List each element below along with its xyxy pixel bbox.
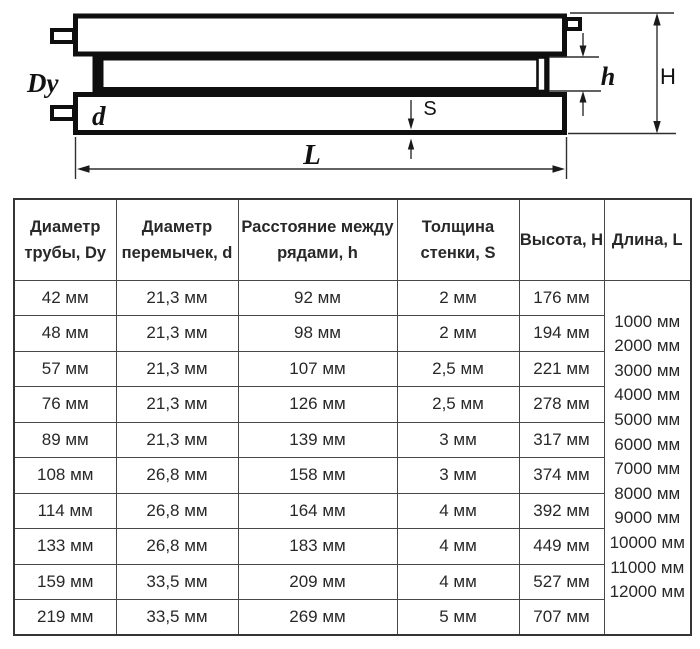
column-header [238, 199, 397, 280]
column-header-line: Диаметр [141, 217, 213, 236]
table-cell: 2 мм [397, 280, 519, 316]
column-header [14, 199, 116, 280]
L-arrow-right [553, 165, 566, 172]
table-cell: 26,8 мм [116, 529, 238, 565]
H-arrow-up [653, 13, 660, 26]
table-cell: 98 мм [238, 316, 397, 352]
table-row [14, 600, 691, 636]
table-cell: 76 мм [14, 387, 116, 423]
length-list-cell [604, 280, 691, 635]
table-row [14, 280, 691, 316]
column-header-line: Толщина [421, 217, 495, 236]
bottom-pipe [76, 95, 565, 133]
length-item: 10000 мм [609, 533, 685, 553]
length-item: 4000 мм [614, 385, 681, 405]
table-cell: 4 мм [397, 564, 519, 600]
table-cell: 57 мм [14, 351, 116, 387]
table-cell: 33,5 мм [116, 600, 238, 636]
column-header-line: Высота, H [519, 230, 604, 249]
table-cell: 2,5 мм [397, 351, 519, 387]
middle-pipe [101, 58, 547, 90]
table-cell: 21,3 мм [116, 387, 238, 423]
table-cell: 194 мм [519, 316, 604, 352]
table-row [14, 458, 691, 494]
table-cell: 5 мм [397, 600, 519, 636]
table-cell: 26,8 мм [116, 493, 238, 529]
table-cell: 209 мм [238, 564, 397, 600]
dimension-L [76, 137, 567, 179]
length-item: 5000 мм [614, 410, 681, 430]
table-cell: 21,3 мм [116, 316, 238, 352]
table-cell: 21,3 мм [116, 422, 238, 458]
table-row [14, 564, 691, 600]
table-cell: 164 мм [238, 493, 397, 529]
table-cell: 108 мм [14, 458, 116, 494]
column-header [116, 199, 238, 280]
table-cell: 176 мм [519, 280, 604, 316]
d-label: d [92, 101, 106, 131]
table-row [14, 351, 691, 387]
length-item: 11000 мм [610, 557, 685, 577]
table-cell: 89 мм [14, 422, 116, 458]
table-cell: 221 мм [519, 351, 604, 387]
length-item: 2000 мм [614, 336, 681, 356]
table-cell: 159 мм [14, 564, 116, 600]
table-row [14, 316, 691, 352]
S-arrow-up [408, 139, 414, 150]
table-cell: 114 мм [14, 493, 116, 529]
table-cell: 269 мм [238, 600, 397, 636]
h-arrow-up [580, 91, 587, 103]
column-header-line: стенки, S [420, 243, 496, 262]
table-cell: 374 мм [519, 458, 604, 494]
column-header-line: рядами, h [277, 243, 358, 262]
table-cell: 2,5 мм [397, 387, 519, 423]
length-item: 6000 мм [614, 434, 681, 454]
table-cell: 21,3 мм [116, 351, 238, 387]
table-cell: 21,3 мм [116, 280, 238, 316]
table-cell: 219 мм [14, 600, 116, 636]
length-item: 7000 мм [614, 459, 681, 479]
table-cell: 527 мм [519, 564, 604, 600]
H-arrow-down [653, 121, 660, 134]
L-arrow-left [77, 165, 90, 172]
column-header [519, 199, 604, 280]
table-cell: 707 мм [519, 600, 604, 636]
table-cell: 3 мм [397, 422, 519, 458]
table-cell: 449 мм [519, 529, 604, 565]
table-body [14, 280, 691, 635]
table-cell: 278 мм [519, 387, 604, 423]
top-pipe [76, 16, 565, 54]
column-header [397, 199, 519, 280]
column-header-line: Расстояние между [241, 217, 394, 236]
Dy-label: Dy [27, 68, 59, 98]
table-cell: 4 мм [397, 493, 519, 529]
column-header-line: перемычек, d [121, 243, 233, 262]
table-row [14, 387, 691, 423]
right-jumper [538, 58, 546, 92]
table-cell: 133 мм [14, 529, 116, 565]
length-item: 3000 мм [614, 360, 681, 380]
length-item: 8000 мм [614, 483, 681, 503]
table-cell: 4 мм [397, 529, 519, 565]
table-cell: 26,8 мм [116, 458, 238, 494]
table-cell: 317 мм [519, 422, 604, 458]
length-item: 1000 мм [614, 311, 681, 331]
length-item: 12000 мм [609, 582, 685, 602]
table-header-row [14, 199, 691, 280]
column-header-line: Диаметр [30, 217, 101, 236]
table-cell: 158 мм [238, 458, 397, 494]
table-cell: 107 мм [238, 351, 397, 387]
table-cell: 42 мм [14, 280, 116, 316]
table-row [14, 493, 691, 529]
dimensions-table [13, 198, 692, 636]
table-row [14, 529, 691, 565]
column-header-line: трубы, Dy [24, 243, 107, 262]
table-cell: 33,5 мм [116, 564, 238, 600]
table-cell: 126 мм [238, 387, 397, 423]
table-cell: 48 мм [14, 316, 116, 352]
table-row [14, 422, 691, 458]
inlet-stub-bottom-left [52, 107, 74, 119]
table-cell: 392 мм [519, 493, 604, 529]
table-cell: 139 мм [238, 422, 397, 458]
dimension-H [568, 13, 676, 134]
h-label: h [600, 62, 616, 91]
left-jumper [93, 53, 103, 95]
H-label: H [660, 64, 676, 89]
table-cell: 2 мм [397, 316, 519, 352]
S-label: S [423, 98, 437, 120]
column-header-line: Длина, L [611, 230, 683, 249]
register-diagram [0, 0, 700, 196]
length-item: 9000 мм [614, 508, 681, 528]
table-cell: 92 мм [238, 280, 397, 316]
column-header [604, 199, 691, 280]
outlet-stub-top-right [566, 19, 580, 29]
table-cell: 183 мм [238, 529, 397, 565]
L-label: L [303, 139, 321, 171]
inlet-stub-top-left [52, 30, 74, 42]
table-cell: 3 мм [397, 458, 519, 494]
h-arrow-down [580, 46, 587, 58]
